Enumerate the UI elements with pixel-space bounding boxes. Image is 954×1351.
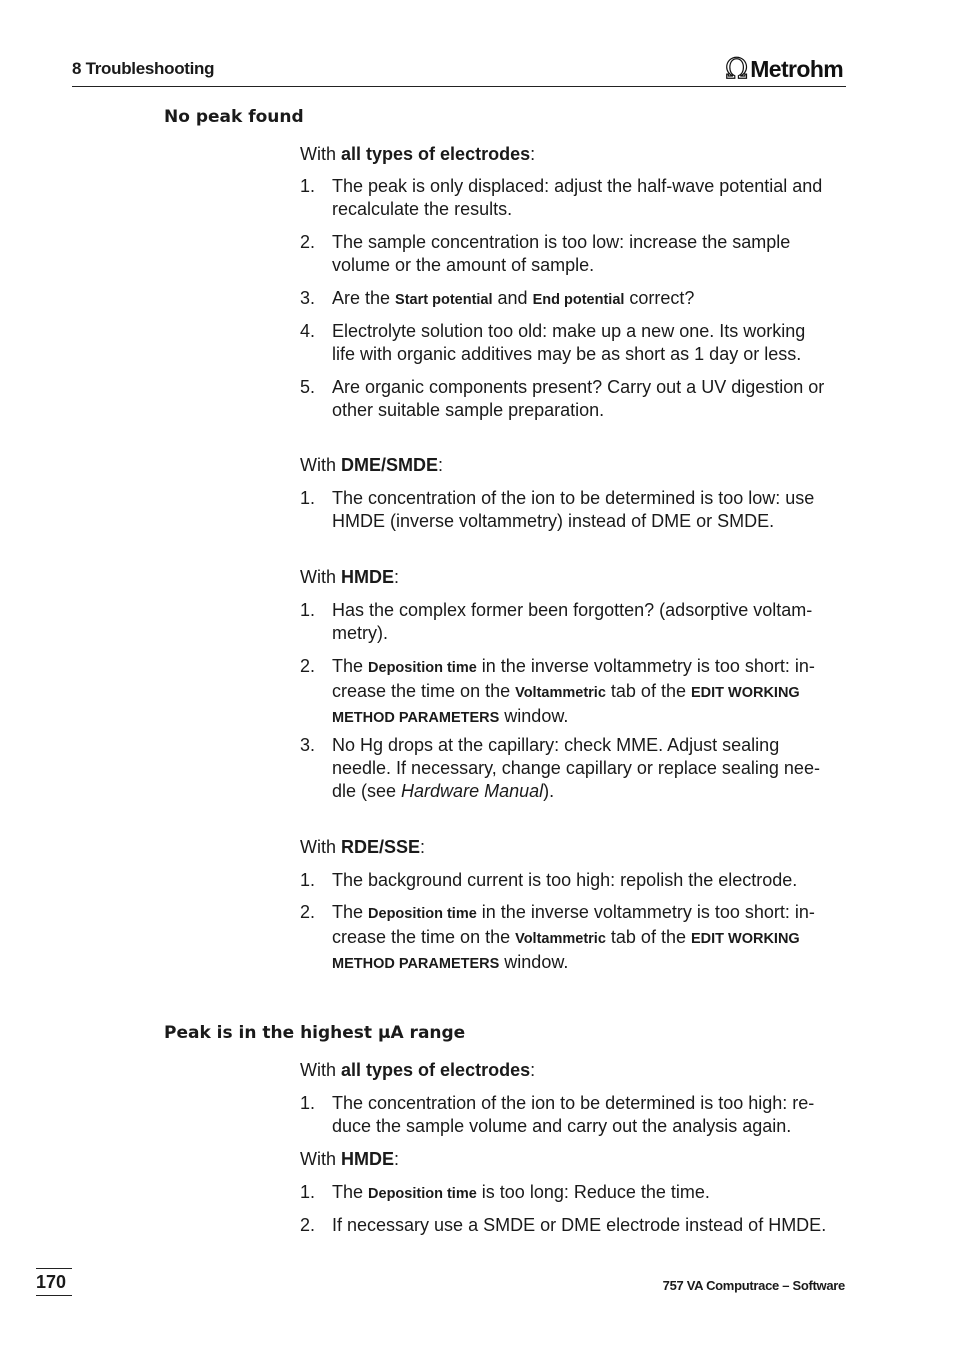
header-divider [72,86,846,87]
section-header: 8 Troubleshooting [72,59,215,78]
page-number: 170 [36,1272,72,1296]
intro-rde-sse: With RDE/SSE: [300,837,426,857]
metrohm-logo [725,53,843,85]
heading-no-peak-found: No peak found [164,107,304,127]
footer-product: 757 VA Computrace – Software [662,1278,845,1293]
page-number-rule [36,1268,72,1269]
heading-peak-highest-range: Peak is in the highest µA range [164,1023,466,1043]
intro-hmde: With HMDE: [300,567,400,587]
logo-wordmark: Metrohm [750,55,844,82]
intro-all-types: With all types of electrodes: [300,1060,536,1080]
intro-hmde: With HMDE: [300,1149,400,1169]
intro-dme-smde: With DME/SMDE: [300,455,444,475]
intro-all-types: With all types of electrodes: [300,144,536,164]
omega-icon: Ω [725,52,749,85]
